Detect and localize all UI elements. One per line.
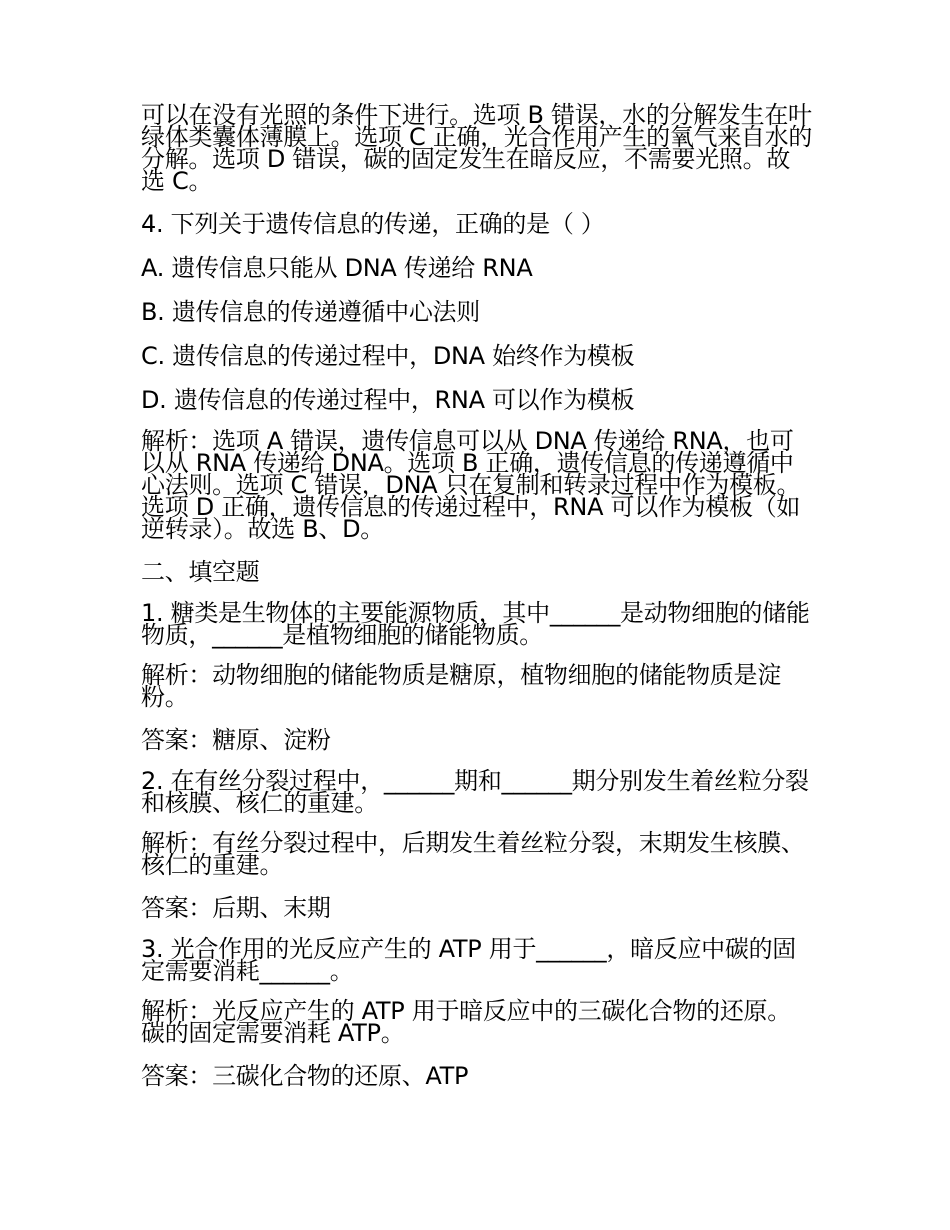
- fill-question-1-explanation: 解析：动物细胞的储能物质是糖原，植物细胞的储能物质是淀粉。: [141, 661, 781, 711]
- fill-question-2: 2. 在有丝分裂过程中，______期和______期分别发生着丝粒分裂和核膜、核仁的重建。: [141, 767, 809, 817]
- question-4-option-a: A. 遗传信息只能从 DNA 传递给 RNA: [141, 254, 533, 282]
- document-page: [141, 101, 813, 1106]
- fill-question-2-answer: 答案：后期、末期: [141, 894, 331, 922]
- question-4-explanation: 解析：选项 A 错误，遗传信息可以从 DNA 传递给 RNA，也可以从 RNA 传递给 DNA。选项 B 正确，遗传信息的传递遵循中心法则。选项 C 错误，DNA 只在复制和转录过程中作为模板。选项 D 正确，遗传信息的传递过程中，RNA 可以作为模板（如逆转录）。故选 B、D。: [141, 427, 801, 543]
- question-4-option-d: D. 遗传信息的传递过程中，RNA 可以作为模板: [141, 386, 635, 414]
- explanation-q3-continued: 可以在没有光照的条件下进行。选项 B 错误，水的分解发生在叶绿体类囊体薄膜上。选项 C 正确，光合作用产生的氧气来自水的分解。选项 D 错误，碳的固定发生在暗反应，不需要光照。故选 C。: [141, 101, 813, 195]
- section-heading-fill-in: 二、填空题: [141, 558, 260, 586]
- question-4: 4. 下列关于遗传信息的传递，正确的是（ ）: [141, 210, 605, 238]
- question-4-option-b: B. 遗传信息的传递遵循中心法则: [141, 298, 480, 326]
- fill-question-3-explanation: 解析：光反应产生的 ATP 用于暗反应中的三碳化合物的还原。碳的固定需要消耗 ATP。: [141, 997, 791, 1047]
- fill-question-1-answer: 答案：糖原、淀粉: [141, 726, 331, 754]
- fill-question-1: 1. 糖类是生物体的主要能源物质，其中______是动物细胞的储能物质，______是植物细胞的储能物质。: [141, 599, 810, 649]
- fill-question-3: 3. 光合作用的光反应产生的 ATP 用于______，暗反应中碳的固定需要消耗______。: [141, 935, 796, 985]
- question-4-option-c: C. 遗传信息的传递过程中，DNA 始终作为模板: [141, 342, 635, 370]
- fill-question-3-answer: 答案：三碳化合物的还原、ATP: [141, 1062, 469, 1090]
- fill-question-2-explanation: 解析：有丝分裂过程中，后期发生着丝粒分裂，末期发生核膜、核仁的重建。: [141, 829, 805, 879]
